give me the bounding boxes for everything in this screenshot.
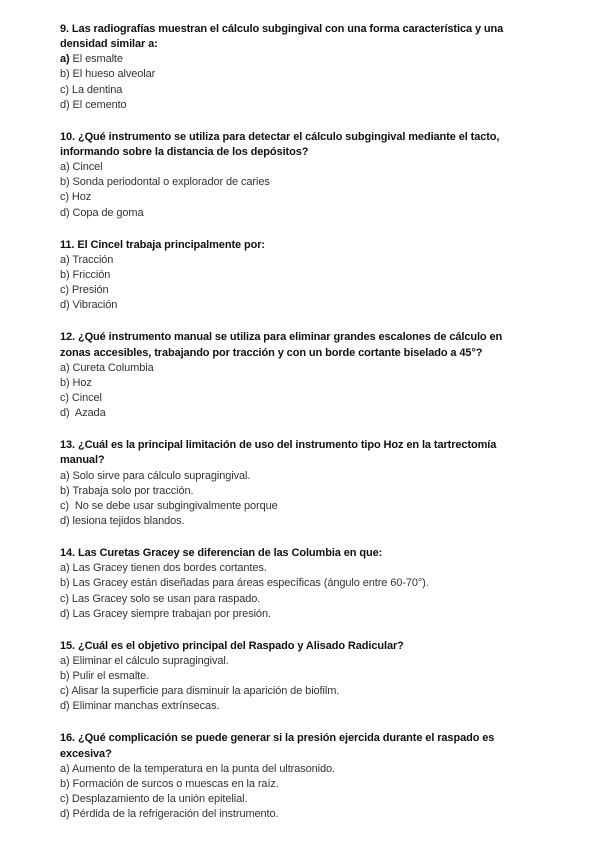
option-text: Cureta Columbia [69, 361, 154, 374]
answer-option [60, 561, 550, 576]
option-letter: d) [60, 98, 70, 111]
option-text: Eliminar manchas extrínsecas. [69, 700, 220, 713]
answer-option [60, 514, 550, 529]
question-block [60, 238, 550, 314]
option-letter: b) [60, 777, 70, 790]
option-text: Solo sirve para cálculo supragingival. [69, 469, 251, 482]
option-text: Sonda periodontal o explorador de caries [69, 176, 270, 189]
option-text: El esmalte [69, 53, 123, 66]
option-letter: c) [60, 191, 69, 204]
option-letter: b) [60, 176, 70, 189]
question-block [60, 22, 550, 113]
option-text: Cincel [68, 391, 102, 404]
option-letter: d) [60, 607, 70, 620]
option-letter: a) [60, 654, 70, 667]
option-letter: b) [60, 68, 70, 81]
option-text: La dentina [68, 83, 123, 96]
answer-option [60, 175, 550, 190]
option-letter: a) [60, 361, 70, 374]
option-letter: a) [60, 469, 70, 482]
option-letter: c) [60, 284, 69, 297]
option-letter: c) [60, 391, 69, 404]
option-letter: b) [60, 376, 70, 389]
answer-option [60, 654, 550, 669]
answer-option [60, 298, 550, 313]
option-text: Pulir el esmalte. [69, 670, 150, 683]
option-text: Fricción [69, 268, 111, 281]
question-text: 13. ¿Cuál es la principal limitación de uso del instrumento tipo Hoz en la tartrectomía [60, 439, 497, 452]
question-text: 14. Las Curetas Gracey se diferencian de las Columbia en que: [60, 547, 383, 560]
question-text: zonas accesibles, trabajando por tracción y con un borde cortante biselado a 45°? [60, 346, 483, 359]
answer-option [60, 190, 550, 205]
question-text: manual? [60, 454, 105, 467]
answer-option [60, 67, 550, 82]
option-letter: d) [60, 514, 70, 527]
answer-option [60, 592, 550, 607]
answer-option [60, 792, 550, 807]
answer-option [60, 807, 550, 822]
answer-option [60, 361, 550, 376]
option-letter: a) [60, 562, 70, 575]
question-text: informando sobre la distancia de los depósitos? [60, 145, 309, 158]
option-letter: a) [60, 161, 70, 174]
answer-option [60, 684, 550, 699]
option-text: Las Gracey están diseñadas para áreas específicas (ángulo entre 60-70°). [69, 577, 429, 590]
option-letter: b) [60, 670, 70, 683]
option-text: Aumento de la temperatura en la punta del ultrasonido. [69, 762, 335, 775]
option-letter: b) [60, 484, 70, 497]
option-text: El cemento [69, 98, 127, 111]
answer-option [60, 699, 550, 714]
question-block [60, 731, 550, 822]
option-text: Eliminar el cálculo supragingival. [69, 654, 229, 667]
option-letter: d) [60, 808, 70, 821]
answer-option [60, 762, 550, 777]
option-letter: d) [60, 206, 70, 219]
option-letter: c) [60, 793, 69, 806]
question-text: 11. El Cincel trabaja principalmente por: [60, 238, 265, 251]
question-text: 10. ¿Qué instrumento se utiliza para detectar el cálculo subgingival mediante el tacto, [60, 130, 500, 143]
option-text: Presión [68, 284, 109, 297]
answer-option [60, 499, 550, 514]
option-letter: c) [60, 592, 69, 605]
quiz-document [60, 22, 550, 839]
option-text: Azada [69, 407, 106, 420]
option-text: Copa de goma [69, 206, 144, 219]
option-letter: b) [60, 268, 70, 281]
answer-option [60, 283, 550, 298]
option-letter: a) [60, 762, 70, 775]
option-letter: b) [60, 577, 70, 590]
option-text: Alisar la superficie para disminuir la aparición de biofilm. [68, 685, 340, 698]
question-text: 15. ¿Cuál es el objetivo principal del Raspado y Alisado Radicular? [60, 639, 404, 652]
question-text: 9. Las radiografías muestran el cálculo subgingival con una forma característica y una [60, 23, 504, 35]
option-letter: c) [60, 499, 69, 512]
option-text: Tracción [69, 253, 114, 266]
option-text: Hoz [69, 376, 92, 389]
option-letter: c) [60, 685, 69, 698]
answer-option [60, 52, 550, 67]
answer-option [60, 391, 550, 406]
answer-option [60, 777, 550, 792]
option-letter: d) [60, 299, 70, 312]
question-text: 12. ¿Qué instrumento manual se utiliza para eliminar grandes escalones de cálculo en [60, 331, 503, 344]
option-letter: d) [60, 700, 70, 713]
question-block [60, 639, 550, 715]
question-block [60, 330, 550, 421]
answer-option [60, 268, 550, 283]
option-text: lesiona tejidos blandos. [69, 514, 185, 527]
answer-option [60, 160, 550, 175]
answer-option [60, 484, 550, 499]
option-text: Trabaja solo por tracción. [69, 484, 194, 497]
question-text: densidad similar a: [60, 38, 158, 51]
question-text: 16. ¿Qué complicación se puede generar si la presión ejercida durante el raspado es [60, 732, 495, 745]
option-text: Formación de surcos o muescas en la raíz. [69, 777, 279, 790]
option-text: No se debe usar subgingivalmente porque [68, 499, 278, 512]
option-text: Pérdida de la refrigeración del instrumento. [69, 808, 279, 821]
option-text: Vibración [69, 299, 118, 312]
option-letter: a) [60, 53, 70, 66]
option-text: Las Gracey solo se usan para raspado. [68, 592, 261, 605]
option-text: Las Gracey tienen dos bordes cortantes. [69, 562, 267, 575]
question-block [60, 130, 550, 221]
option-letter: a) [60, 253, 70, 266]
answer-option [60, 206, 550, 221]
option-text: Desplazamiento de la unión epitelial. [68, 793, 248, 806]
answer-option [60, 83, 550, 98]
question-block [60, 546, 550, 622]
answer-option [60, 253, 550, 268]
option-text: Las Gracey siempre trabajan por presión. [69, 607, 271, 620]
option-text: Hoz [68, 191, 92, 204]
option-text: Cincel [69, 161, 103, 174]
option-text: El hueso alveolar [69, 68, 156, 81]
answer-option [60, 607, 550, 622]
question-block [60, 438, 550, 529]
answer-option [60, 406, 550, 421]
answer-option [60, 576, 550, 591]
question-text: excesiva? [60, 747, 112, 760]
answer-option [60, 469, 550, 484]
answer-option [60, 98, 550, 113]
answer-option [60, 376, 550, 391]
option-letter: d) [60, 407, 70, 420]
answer-option [60, 669, 550, 684]
option-letter: c) [60, 83, 69, 96]
